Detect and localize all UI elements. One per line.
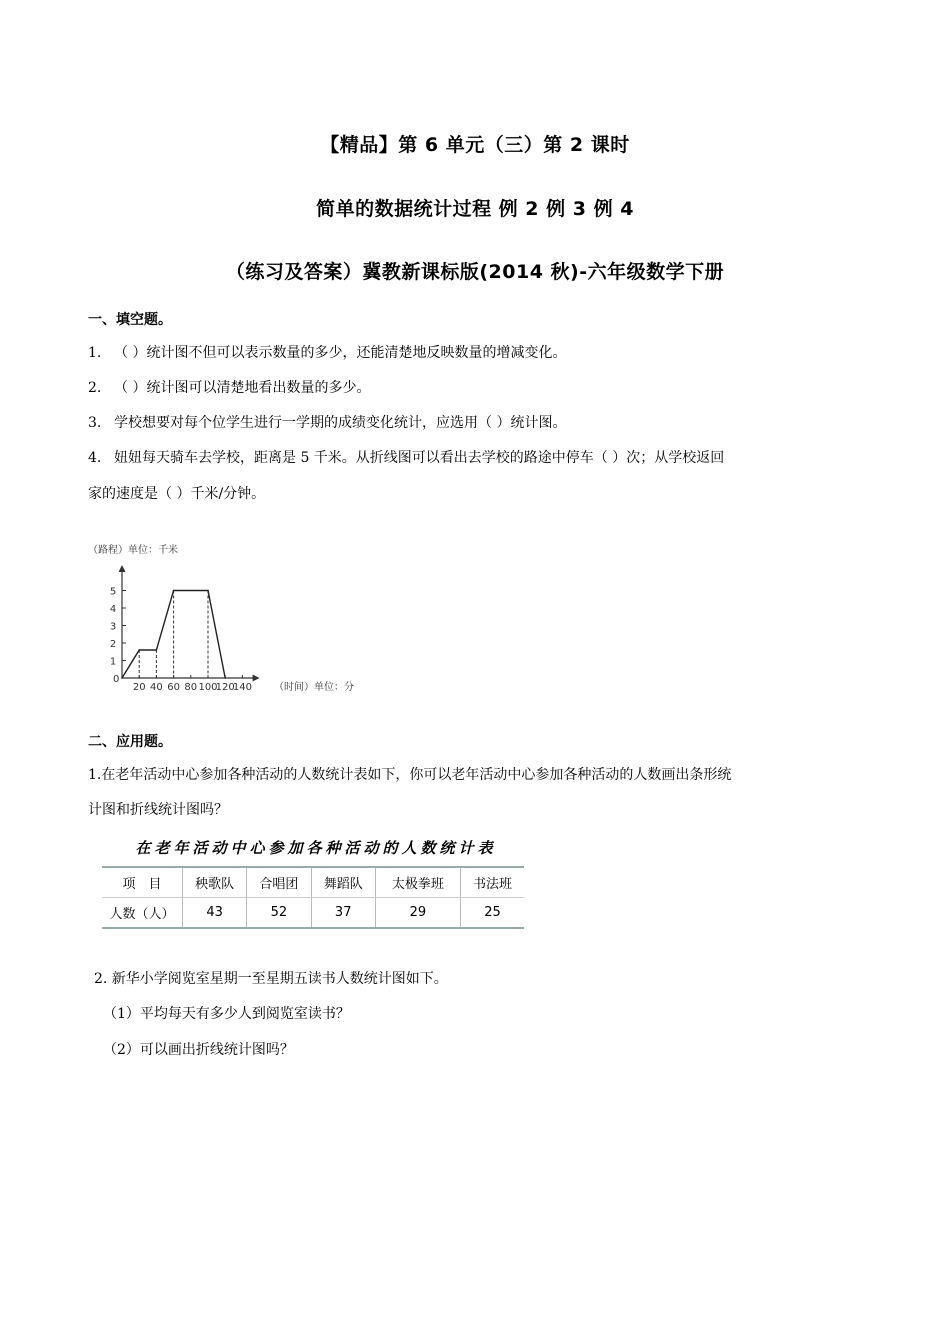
activity-stats-table — [102, 866, 524, 929]
table-cell: 25 — [461, 898, 525, 929]
chart-y-tick-label: 2 — [109, 639, 117, 650]
table-header-cell: 合唱团 — [247, 867, 311, 898]
question-2 — [88, 377, 868, 397]
distance-time-line-chart — [86, 538, 386, 698]
question-number: 4. — [88, 450, 102, 466]
chart-ticks — [110, 587, 252, 694]
table-cell: 人数（人） — [102, 898, 183, 929]
activity-stats-table-figure — [100, 830, 532, 929]
chart-data-point — [156, 649, 158, 651]
chart-x-axis-label: （时间）单位：分 — [274, 682, 354, 693]
question-text: 妞妞每天骑车去学校，距离是 5 千米。从折线图可以看出去学校的路途中停车（ ）次；从学校返回 — [114, 450, 725, 466]
chart-data-point — [138, 649, 140, 651]
table-cell: 29 — [375, 898, 460, 929]
chart-x-axis-arrow — [253, 675, 260, 682]
chart-origin-label: 0 — [113, 674, 120, 685]
title-line-1: 【精品】第 6 单元（三）第 2 课时 — [320, 134, 630, 156]
table-header-cell: 书法班 — [461, 867, 525, 898]
title-line-2: 简单的数据统计过程 例 2 例 3 例 4 — [316, 198, 634, 220]
chart-x-tick-label: 40 — [150, 682, 163, 693]
chart-y-tick-label: 1 — [109, 656, 117, 668]
question-text: （ ）统计图不但可以表示数量的多少，还能清楚地反映数量的增减变化。 — [114, 345, 567, 361]
section-1-heading: 一、填空题。 — [88, 312, 172, 328]
chart-x-tick-label: 80 — [184, 682, 198, 693]
chart-data-point — [121, 677, 123, 679]
app-question-2-sub-2: （2）可以画出折线统计图吗？ — [103, 1042, 294, 1058]
chart-x-tick-label: 100 — [198, 682, 218, 693]
chart-data-point — [224, 677, 226, 679]
section-2-heading: 二、应用题。 — [88, 734, 172, 750]
table-cell: 43 — [183, 898, 247, 929]
table-header-cell: 秧歌队 — [183, 867, 247, 898]
question-text: （ ）统计图可以清楚地看出数量的多少。 — [114, 380, 371, 396]
question-number: 2. — [88, 380, 102, 396]
chart-axes — [119, 565, 260, 682]
table-header-cell: 项 目 — [102, 867, 183, 898]
question-3 — [88, 412, 868, 432]
table-caption: 在老年活动中心参加各种活动的人数统计表 — [135, 839, 497, 857]
chart-series-line — [122, 591, 225, 679]
table-cell: 37 — [311, 898, 375, 929]
question-number: 3. — [88, 415, 102, 431]
question-number: 1. — [88, 345, 102, 361]
chart-data-point — [207, 590, 209, 592]
table-header-cell: 太极拳班 — [375, 867, 460, 898]
app-question-2: 2. 新华小学阅览室星期一至星期五读书人数统计图如下。 — [94, 971, 448, 987]
question-text: 学校想要对每个位学生进行一学期的成绩变化统计，应选用（ ）统计图。 — [114, 415, 567, 431]
question-1 — [88, 342, 868, 362]
table-header-row — [102, 867, 524, 898]
app-question-1-line-1: 1.在老年活动中心参加各种活动的人数统计表如下，你可以老年活动中心参加各种活动的人数画出条形统 — [88, 767, 732, 783]
chart-y-tick-label: 4 — [109, 604, 117, 615]
app-question-2-sub-1: （1）平均每天有多少人到阅览室读书？ — [103, 1006, 350, 1022]
chart-y-tick-label: 5 — [109, 586, 117, 598]
table-row — [102, 898, 524, 929]
chart-x-tick-label: 120 — [215, 682, 235, 693]
chart-data-point — [173, 590, 175, 592]
chart-x-tick-label: 140 — [232, 682, 252, 693]
chart-y-tick-label: 3 — [109, 621, 117, 633]
chart-y-axis-arrow — [119, 565, 126, 572]
chart-x-tick-label: 60 — [167, 682, 180, 693]
chart-y-axis-label: （路程）单位：千米 — [88, 545, 178, 556]
table-cell: 52 — [247, 898, 311, 929]
question-4-continuation: 家的速度是（ ）千米/分钟。 — [88, 486, 266, 502]
chart-x-tick-label: 20 — [132, 682, 146, 693]
chart-dashed-guides — [139, 591, 208, 679]
app-question-1-line-2: 计图和折线统计图吗？ — [88, 802, 228, 818]
table-header-cell: 舞蹈队 — [311, 867, 375, 898]
question-4 — [88, 447, 868, 467]
title-line-3: （练习及答案）冀教新课标版(2014 秋)-六年级数学下册 — [225, 261, 725, 283]
